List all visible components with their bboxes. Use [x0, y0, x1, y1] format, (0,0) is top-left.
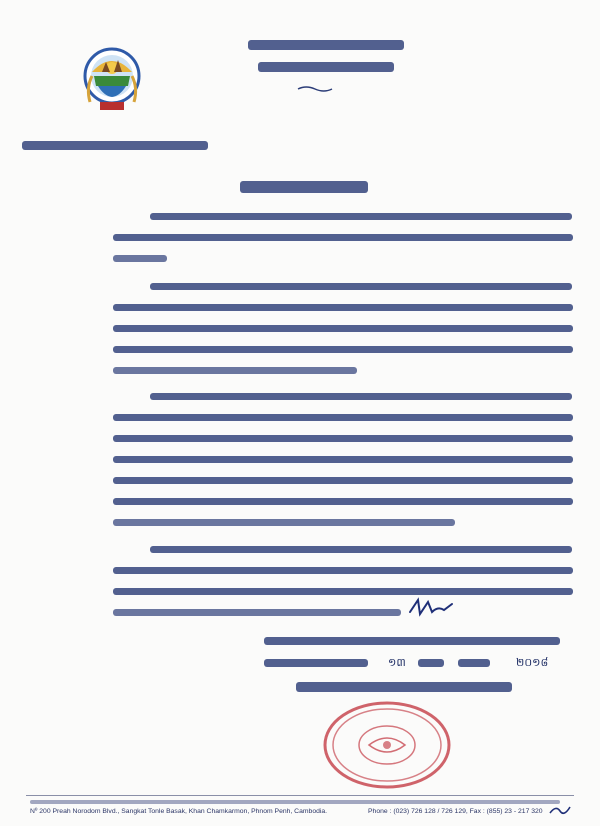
date-year: ២០១៨: [516, 657, 549, 669]
footer-contact: Phone : (023) 726 128 / 726 129, Fax : (855) 23 - 217 320: [368, 808, 543, 815]
ministry-name: [22, 141, 208, 150]
footer-divider: [26, 795, 574, 796]
footer-address: Nº 200 Preah Norodom Blvd., Sangkat Tonle Basak, Khan Chamkarmon, Phnom Penh, Cambodia.: [30, 808, 328, 815]
footer-khmer-line: [30, 800, 560, 804]
decorative-divider: [296, 80, 334, 88]
kingdom-line: [248, 40, 404, 50]
motto-line: [258, 62, 394, 72]
initials-mark-icon: [548, 803, 574, 822]
official-seal-icon: [322, 700, 452, 795]
date-lunar: [264, 637, 560, 645]
date-solar: [264, 656, 560, 670]
date-day: ១៣: [388, 657, 406, 669]
ministry-emblem-icon: [82, 42, 142, 134]
signature-mark-icon: [408, 596, 454, 623]
document-title: [240, 181, 368, 193]
signatory-name: [296, 682, 512, 692]
